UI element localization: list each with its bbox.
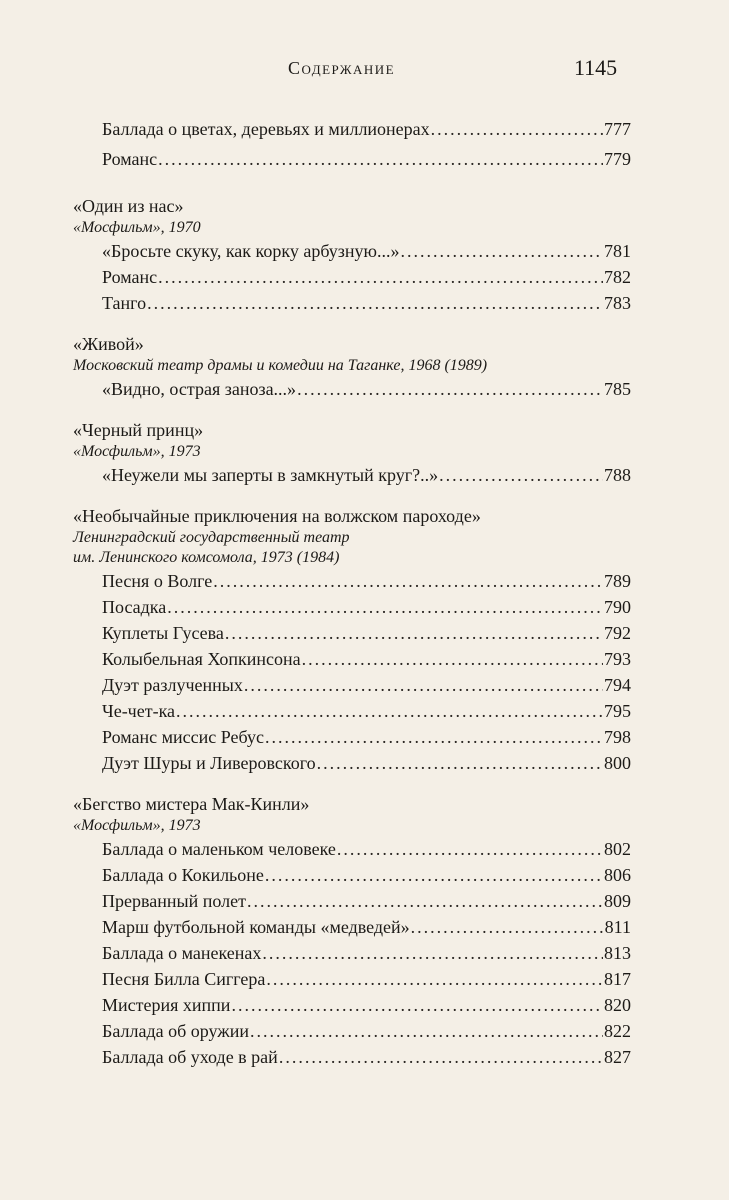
toc-section: [0, 114, 729, 174]
dot-leader: [158, 144, 603, 174]
toc-entry: [102, 594, 631, 620]
entry-title: «Бросьте скуку, как корку арбузную...»: [102, 241, 400, 261]
toc-section: [0, 504, 729, 776]
entry-title: Танго: [102, 293, 147, 313]
entry-title: Баллада об уходе в рай: [102, 1047, 278, 1067]
entry-page-number: 800: [604, 753, 631, 773]
section-title: «Черный принц»: [73, 420, 204, 440]
entry-title: «Неужели мы заперты в замкнутый круг?..»: [102, 465, 439, 485]
toc-entry: [102, 376, 631, 402]
running-head: [0, 55, 729, 88]
entry-title: Баллада о манекенах: [102, 943, 262, 963]
toc-entry: [102, 1044, 631, 1070]
toc-entry: [102, 750, 631, 776]
entry-title: Дуэт Шуры и Ливеровского: [102, 753, 316, 773]
toc-entry: [102, 144, 631, 174]
entry-title: Романс миссис Ребус: [102, 727, 264, 747]
dot-leader: [431, 114, 603, 144]
section-source: «Мосфильм», 1973: [73, 443, 201, 460]
entry-page-number: 790: [604, 597, 631, 617]
entry-title: Романс: [102, 267, 158, 287]
dot-leader: [167, 594, 603, 620]
dot-leader: [297, 376, 603, 402]
toc-entry: [102, 672, 631, 698]
entry-page-number: 817: [604, 969, 631, 989]
section-source: им. Ленинского комсомола, 1973 (1984): [73, 549, 340, 566]
dot-leader: [317, 750, 603, 776]
entry-page-number: 813: [604, 943, 631, 963]
page-number: 1145: [574, 55, 618, 80]
dot-leader: [225, 620, 603, 646]
entry-title: Баллада о цветах, деревьях и миллионерах: [102, 119, 430, 139]
toc-entry: [102, 724, 631, 750]
dot-leader: [279, 1044, 603, 1070]
entry-page-number: 798: [604, 727, 631, 747]
entry-title: Баллада о маленьком человеке: [102, 839, 336, 859]
entry-page-number: 792: [604, 623, 631, 643]
toc-entry: [102, 914, 631, 940]
section-source: Ленинградский государственный театр: [73, 529, 350, 546]
entry-title: Баллада о Кокильоне: [102, 865, 264, 885]
dot-leader: [176, 698, 603, 724]
toc-entry: [102, 888, 631, 914]
section-title: «Один из нас»: [73, 196, 184, 216]
dot-leader: [265, 724, 603, 750]
entry-page-number: 822: [604, 1021, 631, 1041]
section-source: Московский театр драмы и комедии на Таганке, 1968 (1989): [73, 357, 488, 374]
dot-leader: [147, 290, 603, 316]
toc-section: [0, 194, 729, 316]
entry-page-number: 783: [604, 293, 631, 313]
entry-page-number: 802: [604, 839, 631, 859]
toc-entry: [102, 1018, 631, 1044]
section-source: «Мосфильм», 1973: [73, 817, 201, 834]
entry-title: Че-чет-ка: [102, 701, 176, 721]
dot-leader: [337, 836, 603, 862]
dot-leader: [302, 646, 603, 672]
toc-entry: [102, 862, 631, 888]
entry-page-number: 779: [604, 149, 631, 169]
entry-title: Прерванный полет: [102, 891, 246, 911]
entry-page-number: 827: [604, 1047, 631, 1067]
dot-leader: [158, 264, 603, 290]
entry-page-number: 809: [604, 891, 631, 911]
entry-page-number: 811: [604, 917, 631, 937]
toc-section: [0, 418, 729, 488]
entry-page-number: 777: [604, 119, 631, 139]
dot-leader: [250, 1018, 603, 1044]
toc-entry: [102, 620, 631, 646]
toc-section: [0, 332, 729, 402]
toc-entry: [102, 290, 631, 316]
toc-entry: [102, 992, 631, 1018]
section-source: «Мосфильм», 1970: [73, 219, 201, 236]
entry-page-number: 795: [604, 701, 631, 721]
entry-page-number: 793: [604, 649, 631, 669]
dot-leader: [401, 238, 603, 264]
toc-entry: [102, 646, 631, 672]
toc-entry: [102, 836, 631, 862]
section-title: «Необычайные приключения на волжском пароходе»: [73, 506, 481, 526]
toc-entry: [102, 940, 631, 966]
dot-leader: [266, 966, 603, 992]
entry-title: Песня о Волге: [102, 571, 213, 591]
entry-title: Колыбельная Хопкинсона: [102, 649, 301, 669]
dot-leader: [247, 888, 603, 914]
toc-entry: [102, 114, 631, 144]
toc-entry: [102, 264, 631, 290]
entry-page-number: 794: [604, 675, 631, 695]
entry-title: Марш футбольной команды «медведей»: [102, 917, 410, 937]
entry-title: Мистерия хиппи: [102, 995, 231, 1015]
dot-leader: [265, 862, 603, 888]
dot-leader: [213, 568, 603, 594]
dot-leader: [411, 914, 604, 940]
toc-section: [0, 792, 729, 1070]
entry-page-number: 820: [604, 995, 631, 1015]
entry-title: Песня Билла Сиггера: [102, 969, 266, 989]
toc-entry: [102, 568, 631, 594]
entry-page-number: 806: [604, 865, 631, 885]
entry-page-number: 782: [604, 267, 631, 287]
section-title: «Бегство мистера Мак-Кинли»: [73, 794, 310, 814]
dot-leader: [439, 462, 603, 488]
table-of-contents: [0, 114, 729, 1086]
entry-page-number: 789: [604, 571, 631, 591]
entry-page-number: 785: [604, 379, 631, 399]
entry-title: «Видно, острая заноза...»: [102, 379, 297, 399]
running-head-title: Содержание: [288, 58, 396, 78]
toc-entry: [102, 238, 631, 264]
toc-entry: [102, 966, 631, 992]
entry-title: Дуэт разлученных: [102, 675, 243, 695]
dot-leader: [262, 940, 603, 966]
section-title: «Живой»: [73, 334, 144, 354]
dot-leader: [244, 672, 603, 698]
entry-title: Куплеты Гусева: [102, 623, 224, 643]
entry-page-number: 788: [604, 465, 631, 485]
entry-title: Баллада об оружии: [102, 1021, 249, 1041]
toc-entry: [102, 462, 631, 488]
toc-entry: [102, 698, 631, 724]
dot-leader: [231, 992, 603, 1018]
entry-title: Посадка: [102, 597, 167, 617]
entry-title: Романс: [102, 149, 158, 169]
entry-page-number: 781: [604, 241, 631, 261]
